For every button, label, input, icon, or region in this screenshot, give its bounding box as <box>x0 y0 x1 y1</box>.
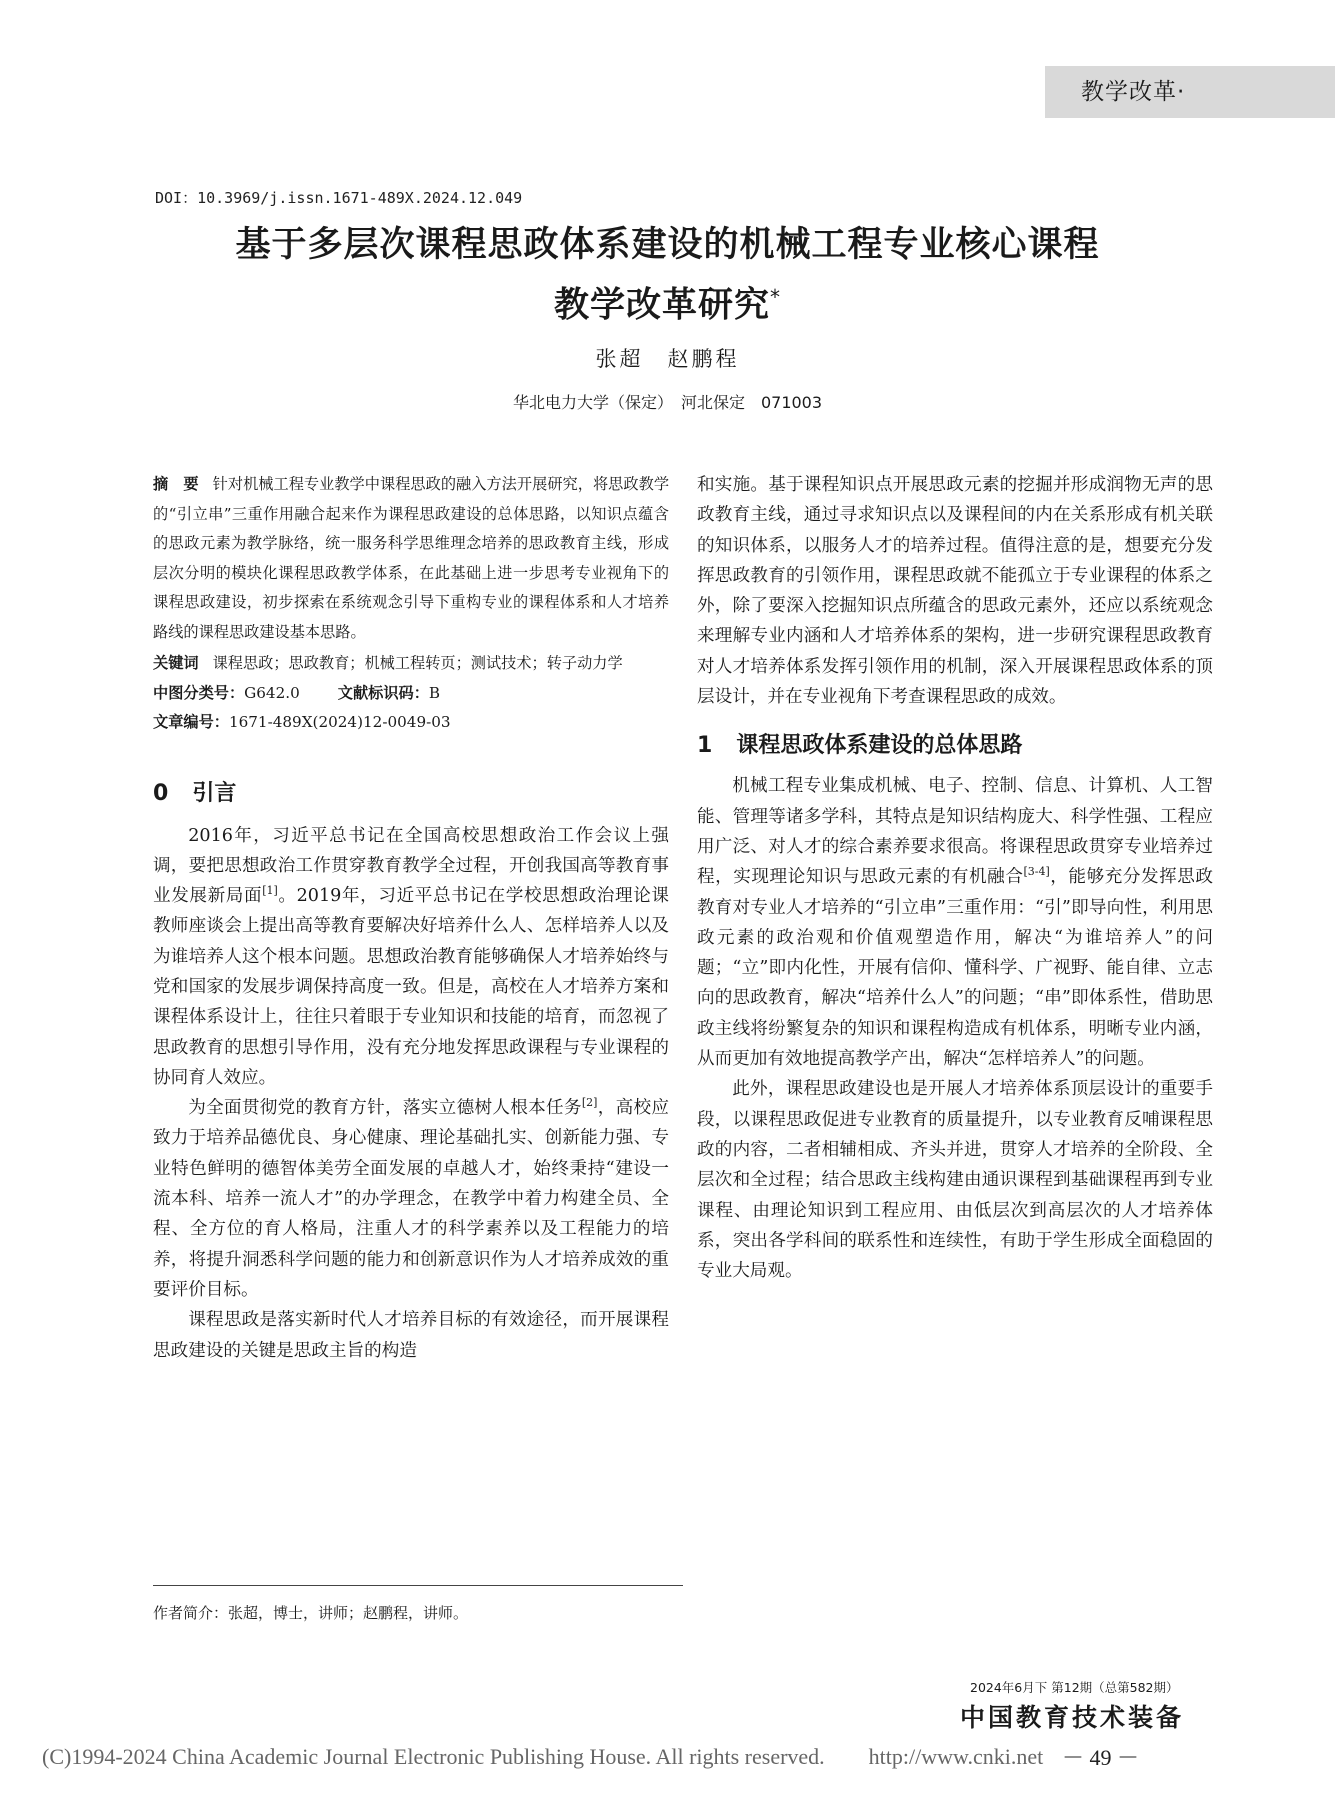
affiliation: 华北电力大学（保定） 河北保定 071003 <box>512 393 823 412</box>
title-footnote-mark: * <box>770 285 781 309</box>
section-0-heading <box>153 776 669 807</box>
classification-line <box>153 679 669 709</box>
section-1-paragraph-2: 此外，课程思政建设也是开展人才培养体系顶层设计的重要手段，以课程思政促进专业教育的质量提升，以专业教育反哺课程思政的内容，二者相辅相成、齐头并进，贯穿人才培养的全阶段、全层次和全过程；结合思政主线构建由通识课程到基础课程再到专业课程、由理论知识到工程应用、由低层次到高层次的人才培养体系，突出各学科间的联系性和连续性，有助于学生形成全面稳固的专业大局观。 <box>697 1079 1213 1282</box>
intro-paragraph-2: 为全面贯彻党的教育方针，落实立德树人根本任务[2]，高校应致力于培养品德优良、身心健康、理论基础扎实、创新能力强、专业特色鲜明的德智体美劳全面发展的卓越人才，始终秉持“建设一流本科、培养一流人才”的办学理念，在教学中着力构建全员、全程、全方位的育人格局，注重人才的科学素养以及工程能力的培养，将提升洞悉科学问题的能力和创新意识作为人才培养成效的重要评价目标。 <box>153 1096 669 1300</box>
clc-value: G642.0 <box>244 683 300 702</box>
abstract-text: 针对机械工程专业教学中课程思政的融入方法开展研究，将思政教学的“引立串”三重作用融合起来作为课程思政建设的总体思路，以知识点蕴含的思政元素为教学脉络，统一服务科学思维理念培养的思政教育主线，形成层次分明的模块化课程思政教学体系，在此基础上进一步思考专业视角下的课程思政建设，初步探索在系统观念引导下重构专业的课程体系和人才培养路线的课程思政建设基本思路。 <box>153 475 670 641</box>
journal-name: 中国教育技术装备 <box>960 1703 1185 1732</box>
keywords <box>153 649 669 679</box>
footnote-divider <box>153 1585 683 1586</box>
page-number: － 49 － <box>1062 1745 1140 1770</box>
section-1-heading <box>697 728 1213 759</box>
article-number-line <box>153 708 669 738</box>
section-1-number: 1 <box>697 733 713 759</box>
citation-2: [2] <box>581 1096 598 1110</box>
intro-continuation: 和实施。基于课程知识点开展思政元素的挖掘并形成润物无声的思政教育主线，通过寻求知识点以及课程间的内在关系形成有机关联的知识体系，以服务人才的培养过程。值得注意的是，想要充分发挥思政教育的引领作用，课程思政就不能孤立于专业课程的体系之外，除了要深入挖掘知识点所蕴含的思政元素外，还应以系统观念来理解专业内涵和人才培养体系的架构，进一步研究课程思政教育对人才培养体系发挥引领作用的机制，深入开展课程思政体系的顶层设计，并在专业视角下考查课程思政的成效。 <box>697 475 1213 708</box>
article-number-label: 文章编号： <box>153 713 229 731</box>
doc-code-value: B <box>428 683 441 702</box>
author-footnote: 作者简介：张超，博士，讲师；赵鹏程，讲师。 <box>153 1604 469 1622</box>
abstract-label: 摘 要 <box>153 475 199 493</box>
left-column <box>153 470 669 1366</box>
doc-code-label: 文献标识码： <box>337 683 429 702</box>
section-0-number: 0 <box>153 780 169 806</box>
right-column <box>697 470 1213 1286</box>
section-1-title: 课程思政体系建设的总体思路 <box>736 733 1023 759</box>
title-line-1: 基于多层次课程思政体系建设的机械工程专业核心课程 <box>235 225 1100 265</box>
article-title <box>120 219 1215 332</box>
issue-info: 2024年6月下 第12期（总第582期） <box>970 1680 1179 1695</box>
doi-line: DOI：10.3969/j.issn.1671-489X.2024.12.049 <box>155 189 523 207</box>
section-0-title: 引言 <box>192 780 237 806</box>
section-tag: 教学改革· <box>1045 66 1335 118</box>
article-number-value: 1671-489X(2024)12-0049-03 <box>228 713 451 731</box>
title-line-2: 教学改革研究* <box>553 285 781 326</box>
author-list: 张超 赵鹏程 <box>595 347 740 371</box>
intro-paragraph-1: 2016年，习近平总书记在全国高校思想政治工作会议上强调，要把思想政治工作贯穿教育教学全过程，开创我国高等教育事业发展新局面[1]。2019年，习近平总书记在学校思想政治理论课教师座谈会上提出高等教育要解决好培养什么人、怎样培养人以及为谁培养人这个根本问题。思想政治教育能够确保人才培养始终与党和国家的发展步调保持高度一致。但是，高校在人才培养方案和课程体系设计上，往往只着眼于专业知识和技能的培育，而忽视了思政教育的思想引导作用，没有充分地发挥思政课程与专业课程的协同育人效应。 <box>153 825 669 1088</box>
keywords-text: 课程思政；思政教育；机械工程转页；测试技术；转子动力学 <box>212 654 623 672</box>
keywords-label: 关键词 <box>153 654 199 672</box>
abstract <box>153 470 669 647</box>
intro-paragraph-3: 课程思政是落实新时代人才培养目标的有效途径，而开展课程思政建设的关键是思政主旨的构造 <box>153 1310 669 1361</box>
clc-label: 中图分类号： <box>153 683 245 702</box>
section-1-paragraph-1: 机械工程专业集成机械、电子、控制、信息、计算机、人工智能、管理等诸多学科，其特点是知识结构庞大、科学性强、工程应用广泛、对人才的综合素养要求很高。将课程思政贯穿专业培养过程，实现理论知识与思政元素的有机融合[3-4]，能够充分发挥思政教育对专业人才培养的“引立串”三重作用：“引”即导向性，利用思政元素的政治观和价值观塑造作用，解决“为谁培养人”的问题；“立”即内化性，开展有信仰、懂科学、广视野、能自律、立志向的思政教育，解决“培养什么人”的问题；“串”即体系性，借助思政主线将纷繁复杂的知识和课程构造成有机体系，明晰专业内涵，从而更加有效地提高教学产出，解决“怎样培养人”的问题。 <box>697 776 1213 1070</box>
citation-1: [1] <box>262 884 278 898</box>
copyright-line: (C)1994-2024 China Academic Journal Electronic Publishing House. All rights reserved. http://www.cnki.net <box>42 1744 1044 1769</box>
citation-3-4: [3-4] <box>1023 865 1050 879</box>
